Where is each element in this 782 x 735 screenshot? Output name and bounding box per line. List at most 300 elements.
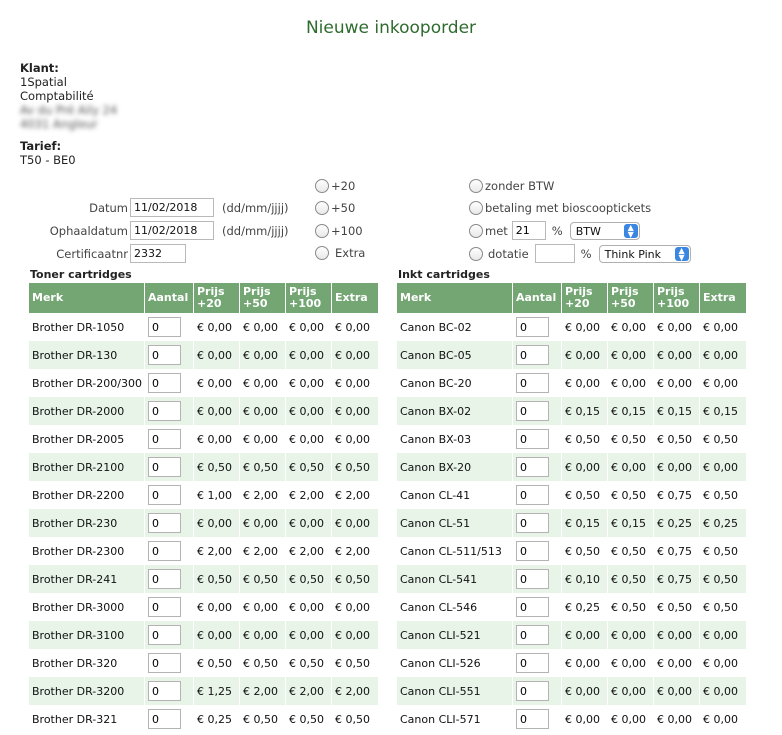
cell-price-50: € 0,15 — [608, 397, 654, 425]
cell-brand: Canon BC-05 — [397, 341, 513, 369]
cell-price-50: € 0,00 — [240, 341, 286, 369]
cell-quantity — [145, 425, 194, 453]
vat-option-without[interactable] — [469, 179, 554, 193]
cell-quantity — [145, 481, 194, 509]
cell-price-100: € 0,00 — [286, 509, 332, 537]
certificate-row — [20, 244, 186, 263]
cell-price-100: € 0,75 — [654, 565, 700, 593]
cell-price-100: € 0,00 — [286, 593, 332, 621]
quantity-input[interactable] — [516, 401, 549, 421]
column-header-extra: Extra — [332, 283, 378, 313]
cell-brand: Canon CLI-571 — [397, 705, 513, 733]
cell-quantity — [145, 341, 194, 369]
price-option-20[interactable] — [315, 179, 355, 193]
radio-icon[interactable] — [469, 201, 483, 215]
quantity-input[interactable] — [148, 681, 181, 701]
cell-price-20: € 0,50 — [562, 481, 608, 509]
table-header-row — [29, 283, 378, 313]
radio-icon[interactable] — [315, 246, 329, 260]
client-name: 1Spatial — [20, 75, 67, 89]
cell-extra: € 0,00 — [332, 425, 378, 453]
quantity-input[interactable] — [516, 569, 549, 589]
cell-price-50: € 2,00 — [240, 537, 286, 565]
cell-extra: € 0,50 — [332, 565, 378, 593]
tariff-value: T50 - BE0 — [20, 153, 76, 167]
cell-brand: Brother DR-130 — [29, 341, 145, 369]
dotation-select[interactable] — [599, 245, 691, 263]
table-row — [397, 537, 746, 565]
vat-type-value: BTW — [575, 224, 601, 238]
quantity-input[interactable] — [516, 681, 549, 701]
price-option-label: +20 — [331, 179, 356, 193]
cell-extra: € 0,00 — [332, 397, 378, 425]
cell-price-20: € 0,00 — [562, 341, 608, 369]
quantity-input[interactable] — [148, 513, 181, 533]
table-row — [29, 369, 378, 397]
cell-extra: € 0,00 — [700, 341, 746, 369]
cell-quantity — [513, 369, 562, 397]
cell-price-20: € 0,00 — [194, 341, 240, 369]
cell-price-100: € 0,50 — [654, 425, 700, 453]
cell-price-50: € 0,00 — [240, 397, 286, 425]
table-row — [29, 425, 378, 453]
toner-section-title: Toner cartridges — [30, 268, 132, 281]
cell-price-100: € 0,15 — [654, 397, 700, 425]
cell-quantity — [145, 593, 194, 621]
radio-icon[interactable] — [469, 179, 483, 193]
cell-quantity — [145, 397, 194, 425]
cell-extra: € 0,50 — [700, 565, 746, 593]
vat-option-with[interactable] — [469, 221, 640, 240]
cell-price-20: € 2,00 — [194, 537, 240, 565]
client-address-city: 4031 Angleur — [20, 117, 98, 131]
cell-price-20: € 0,00 — [194, 621, 240, 649]
cell-price-50: € 0,50 — [608, 565, 654, 593]
vat-rate-input[interactable] — [512, 221, 546, 240]
price-option-extra[interactable] — [315, 246, 365, 260]
cell-price-20: € 0,00 — [194, 593, 240, 621]
cell-price-50: € 0,00 — [608, 341, 654, 369]
cell-price-50: € 0,00 — [608, 453, 654, 481]
cell-quantity — [513, 453, 562, 481]
cell-extra: € 0,00 — [700, 313, 746, 341]
vat-type-select[interactable] — [570, 222, 640, 240]
cell-brand: Brother DR-2100 — [29, 453, 145, 481]
cell-price-50: € 2,00 — [240, 481, 286, 509]
cell-price-100: € 2,00 — [286, 537, 332, 565]
cell-price-20: € 0,15 — [562, 509, 608, 537]
cell-price-100: € 0,50 — [286, 649, 332, 677]
cell-price-20: € 0,00 — [562, 453, 608, 481]
cell-brand: Brother DR-2005 — [29, 425, 145, 453]
vat-option-label: zonder BTW — [485, 179, 555, 193]
cell-price-20: € 0,50 — [194, 453, 240, 481]
price-option-label: +50 — [331, 201, 356, 215]
table-row — [397, 313, 746, 341]
table-row — [29, 593, 378, 621]
cell-quantity — [145, 453, 194, 481]
quantity-input[interactable] — [516, 625, 549, 645]
price-option-label: Extra — [335, 246, 366, 260]
cell-price-20: € 0,00 — [562, 705, 608, 733]
cell-price-100: € 0,00 — [654, 621, 700, 649]
date-hint: (dd/mm/jjjj) — [222, 200, 289, 215]
cell-extra: € 0,00 — [700, 677, 746, 705]
pickup-date-hint: (dd/mm/jjjj) — [222, 223, 289, 238]
ink-section-title: Inkt cartridges — [398, 268, 490, 281]
cell-price-20: € 0,00 — [562, 621, 608, 649]
quantity-input[interactable] — [148, 625, 181, 645]
cell-brand: Canon BC-02 — [397, 313, 513, 341]
cell-price-100: € 0,25 — [654, 509, 700, 537]
cell-extra: € 0,50 — [700, 425, 746, 453]
cell-quantity — [513, 341, 562, 369]
price-option-100[interactable] — [315, 224, 363, 238]
cell-price-50: € 0,00 — [608, 313, 654, 341]
cell-extra: € 0,00 — [332, 341, 378, 369]
cell-price-20: € 0,25 — [194, 705, 240, 733]
quantity-input[interactable] — [148, 345, 181, 365]
cell-price-20: € 0,00 — [562, 369, 608, 397]
cell-price-50: € 0,00 — [240, 369, 286, 397]
cell-extra: € 2,00 — [332, 677, 378, 705]
quantity-input[interactable] — [516, 653, 549, 673]
cell-quantity — [145, 649, 194, 677]
quantity-input[interactable] — [516, 429, 549, 449]
cell-extra: € 0,00 — [332, 593, 378, 621]
cell-quantity — [145, 313, 194, 341]
cell-brand: Brother DR-2200 — [29, 481, 145, 509]
cell-price-50: € 0,15 — [608, 509, 654, 537]
table-row — [29, 705, 378, 733]
cell-price-20: € 0,50 — [562, 425, 608, 453]
cell-brand: Canon CLI-521 — [397, 621, 513, 649]
radio-icon[interactable] — [315, 179, 329, 193]
cell-price-100: € 0,00 — [286, 397, 332, 425]
cell-brand: Brother DR-2000 — [29, 397, 145, 425]
date-row — [20, 198, 289, 217]
cell-price-50: € 0,50 — [240, 649, 286, 677]
column-header-brand: Merk — [397, 283, 513, 313]
cell-price-100: € 0,00 — [654, 341, 700, 369]
table-row — [397, 593, 746, 621]
quantity-input[interactable] — [148, 485, 181, 505]
cell-price-20: € 0,15 — [562, 397, 608, 425]
radio-icon[interactable] — [315, 224, 329, 238]
ink-table — [397, 283, 746, 733]
cell-price-50: € 0,50 — [608, 425, 654, 453]
cell-price-50: € 0,50 — [240, 705, 286, 733]
quantity-input[interactable] — [148, 457, 181, 477]
vat-option-dotation[interactable] — [469, 244, 691, 263]
cell-price-20: € 0,00 — [194, 313, 240, 341]
column-header-quantity: Aantal — [145, 283, 194, 313]
cell-price-20: € 0,00 — [194, 509, 240, 537]
quantity-input[interactable] — [516, 541, 549, 561]
percent-label: % — [551, 223, 563, 238]
column-header-quantity: Aantal — [513, 283, 562, 313]
cell-price-100: € 0,50 — [286, 565, 332, 593]
table-row — [397, 341, 746, 369]
cell-price-50: € 0,50 — [240, 453, 286, 481]
cell-price-20: € 0,00 — [562, 677, 608, 705]
cell-brand: Canon BX-02 — [397, 397, 513, 425]
price-option-50[interactable] — [315, 201, 355, 215]
tariff-label: Tarief: — [20, 139, 62, 153]
radio-icon[interactable] — [315, 201, 329, 215]
cell-price-100: € 2,00 — [286, 677, 332, 705]
cell-price-100: € 0,50 — [654, 593, 700, 621]
cell-brand: Canon CLI-551 — [397, 677, 513, 705]
cell-price-100: € 0,00 — [286, 341, 332, 369]
cell-price-50: € 0,00 — [240, 593, 286, 621]
quantity-input[interactable] — [516, 597, 549, 617]
percent-label: % — [580, 246, 592, 261]
column-header-extra: Extra — [700, 283, 746, 313]
cell-extra: € 0,00 — [700, 369, 746, 397]
table-row — [397, 677, 746, 705]
cell-quantity — [513, 397, 562, 425]
cell-price-20: € 0,50 — [194, 565, 240, 593]
radio-icon[interactable] — [469, 224, 483, 238]
quantity-input[interactable] — [516, 485, 549, 505]
cell-price-20: € 0,10 — [562, 565, 608, 593]
column-header-price-100: Prijs +100 — [286, 283, 332, 313]
cell-price-50: € 0,00 — [240, 509, 286, 537]
column-header-price-50: Prijs +50 — [608, 283, 654, 313]
quantity-input[interactable] — [148, 709, 181, 729]
cell-quantity — [513, 509, 562, 537]
radio-icon[interactable] — [469, 247, 483, 261]
cell-quantity — [513, 649, 562, 677]
cell-brand: Canon CL-546 — [397, 593, 513, 621]
cell-price-50: € 0,00 — [608, 621, 654, 649]
cell-quantity — [145, 509, 194, 537]
cell-extra: € 0,50 — [332, 705, 378, 733]
cell-price-50: € 0,50 — [608, 537, 654, 565]
cell-price-100: € 0,00 — [654, 313, 700, 341]
cell-quantity — [145, 677, 194, 705]
cell-price-20: € 0,00 — [194, 425, 240, 453]
quantity-input[interactable] — [148, 569, 181, 589]
pickup-date-input[interactable] — [130, 221, 214, 240]
cell-price-50: € 2,00 — [240, 677, 286, 705]
cell-price-20: € 0,00 — [562, 649, 608, 677]
pickup-date-label: Ophaaldatum — [49, 223, 128, 238]
cell-quantity — [513, 677, 562, 705]
client-address-street: Av du Pré Aily 24 — [20, 103, 118, 117]
cell-brand: Brother DR-200/300 — [29, 369, 145, 397]
cell-price-20: € 0,25 — [562, 593, 608, 621]
cell-price-100: € 0,50 — [286, 705, 332, 733]
cell-price-100: € 0,00 — [286, 425, 332, 453]
cell-quantity — [513, 621, 562, 649]
select-arrows-icon: ▲ ▼ — [624, 224, 638, 238]
quantity-input[interactable] — [516, 513, 549, 533]
vat-option-label: met — [485, 223, 508, 238]
cell-extra: € 0,50 — [700, 481, 746, 509]
tariff-block — [20, 139, 76, 167]
cell-price-50: € 0,00 — [608, 369, 654, 397]
quantity-input[interactable] — [148, 429, 181, 449]
cell-brand: Canon CLI-526 — [397, 649, 513, 677]
cell-quantity — [513, 537, 562, 565]
quantity-input[interactable] — [516, 317, 549, 337]
cell-extra: € 0,00 — [332, 621, 378, 649]
table-row — [397, 397, 746, 425]
cell-extra: € 0,00 — [700, 453, 746, 481]
client-block — [20, 61, 117, 131]
table-header-row — [397, 283, 746, 313]
column-header-price-100: Prijs +100 — [654, 283, 700, 313]
cell-quantity — [145, 537, 194, 565]
vat-option-cinema-tickets[interactable] — [469, 201, 651, 215]
table-row — [397, 705, 746, 733]
cell-price-50: € 0,00 — [240, 621, 286, 649]
cell-extra: € 0,00 — [332, 313, 378, 341]
column-header-price-50: Prijs +50 — [240, 283, 286, 313]
quantity-input[interactable] — [148, 373, 181, 393]
table-row — [397, 369, 746, 397]
cell-brand: Brother DR-320 — [29, 649, 145, 677]
cell-price-100: € 0,75 — [654, 537, 700, 565]
cell-brand: Brother DR-1050 — [29, 313, 145, 341]
cell-brand: Canon BC-20 — [397, 369, 513, 397]
cell-quantity — [145, 565, 194, 593]
cell-brand: Canon CL-41 — [397, 481, 513, 509]
cell-brand: Brother DR-321 — [29, 705, 145, 733]
quantity-input[interactable] — [148, 597, 181, 617]
cell-price-100: € 2,00 — [286, 481, 332, 509]
cell-price-50: € 0,00 — [240, 425, 286, 453]
quantity-input[interactable] — [148, 541, 181, 561]
dotation-value: Think Pink — [604, 247, 661, 261]
vat-option-label: betaling met bioscooptickets — [485, 201, 652, 215]
certificate-input[interactable] — [130, 244, 186, 263]
cell-price-100: € 0,00 — [654, 369, 700, 397]
cell-price-50: € 0,00 — [608, 649, 654, 677]
cell-brand: Canon CL-541 — [397, 565, 513, 593]
dotation-input[interactable] — [535, 244, 575, 263]
cell-brand: Canon BX-03 — [397, 425, 513, 453]
table-row — [397, 481, 746, 509]
cell-extra: € 2,00 — [332, 481, 378, 509]
cell-price-50: € 0,50 — [608, 593, 654, 621]
cell-price-20: € 0,00 — [194, 369, 240, 397]
certificate-label: Certificaatnr — [56, 246, 128, 261]
cell-price-20: € 0,50 — [194, 649, 240, 677]
table-row — [397, 425, 746, 453]
table-row — [29, 677, 378, 705]
page-title: Nieuwe inkooporder — [305, 18, 477, 38]
cell-brand: Brother DR-3000 — [29, 593, 145, 621]
cell-price-100: € 0,75 — [654, 481, 700, 509]
cell-quantity — [513, 481, 562, 509]
cell-extra: € 2,00 — [332, 537, 378, 565]
quantity-input[interactable] — [516, 345, 549, 365]
cell-extra: € 0,50 — [700, 593, 746, 621]
cell-brand: Canon BX-20 — [397, 453, 513, 481]
cell-price-50: € 0,50 — [608, 481, 654, 509]
cell-price-100: € 0,00 — [286, 621, 332, 649]
cell-extra: € 0,50 — [332, 649, 378, 677]
cell-price-100: € 0,00 — [654, 649, 700, 677]
cell-price-20: € 0,50 — [562, 537, 608, 565]
cell-quantity — [145, 705, 194, 733]
cell-price-50: € 0,00 — [608, 677, 654, 705]
price-option-label: +100 — [331, 224, 363, 238]
table-row — [29, 565, 378, 593]
pickup-date-row — [20, 221, 289, 240]
table-row — [29, 341, 378, 369]
cell-price-20: € 0,00 — [194, 397, 240, 425]
client-label: Klant: — [20, 61, 59, 75]
vat-option-label: dotatie — [488, 246, 529, 261]
cell-price-20: € 1,25 — [194, 677, 240, 705]
cell-extra: € 0,00 — [700, 705, 746, 733]
cell-price-50: € 0,00 — [608, 705, 654, 733]
quantity-input[interactable] — [516, 373, 549, 393]
toner-table — [29, 283, 378, 733]
client-department: Comptabilité — [20, 89, 94, 103]
cell-brand: Brother DR-2300 — [29, 537, 145, 565]
table-row — [29, 649, 378, 677]
cell-extra: € 0,50 — [332, 453, 378, 481]
table-row — [29, 537, 378, 565]
cell-quantity — [513, 313, 562, 341]
cell-price-20: € 1,00 — [194, 481, 240, 509]
table-row — [29, 453, 378, 481]
table-row — [397, 509, 746, 537]
cell-price-50: € 0,00 — [240, 313, 286, 341]
cell-price-100: € 0,50 — [286, 453, 332, 481]
cell-price-100: € 0,00 — [654, 677, 700, 705]
column-header-brand: Merk — [29, 283, 145, 313]
cell-quantity — [513, 705, 562, 733]
quantity-input[interactable] — [148, 401, 181, 421]
cell-price-50: € 0,50 — [240, 565, 286, 593]
cell-quantity — [513, 565, 562, 593]
cell-quantity — [513, 425, 562, 453]
cell-brand: Canon CL-51 — [397, 509, 513, 537]
table-row — [397, 621, 746, 649]
cell-brand: Brother DR-230 — [29, 509, 145, 537]
cell-extra: € 0,00 — [700, 649, 746, 677]
cell-extra: € 0,25 — [700, 509, 746, 537]
cell-price-100: € 0,00 — [654, 705, 700, 733]
table-row — [397, 565, 746, 593]
cell-price-100: € 0,00 — [654, 453, 700, 481]
quantity-input[interactable] — [516, 457, 549, 477]
table-row — [29, 397, 378, 425]
cell-brand: Brother DR-3100 — [29, 621, 145, 649]
cell-quantity — [145, 369, 194, 397]
cell-extra: € 0,15 — [700, 397, 746, 425]
quantity-input[interactable] — [148, 317, 181, 337]
quantity-input[interactable] — [148, 653, 181, 673]
column-header-price-20: Prijs +20 — [194, 283, 240, 313]
cell-extra: € 0,50 — [700, 537, 746, 565]
cell-brand: Brother DR-241 — [29, 565, 145, 593]
cell-brand: Canon CL-511/513 — [397, 537, 513, 565]
table-row — [29, 509, 378, 537]
date-input[interactable] — [130, 198, 214, 217]
quantity-input[interactable] — [516, 709, 549, 729]
cell-quantity — [145, 621, 194, 649]
cell-extra: € 0,00 — [700, 621, 746, 649]
table-row — [29, 481, 378, 509]
table-row — [397, 649, 746, 677]
